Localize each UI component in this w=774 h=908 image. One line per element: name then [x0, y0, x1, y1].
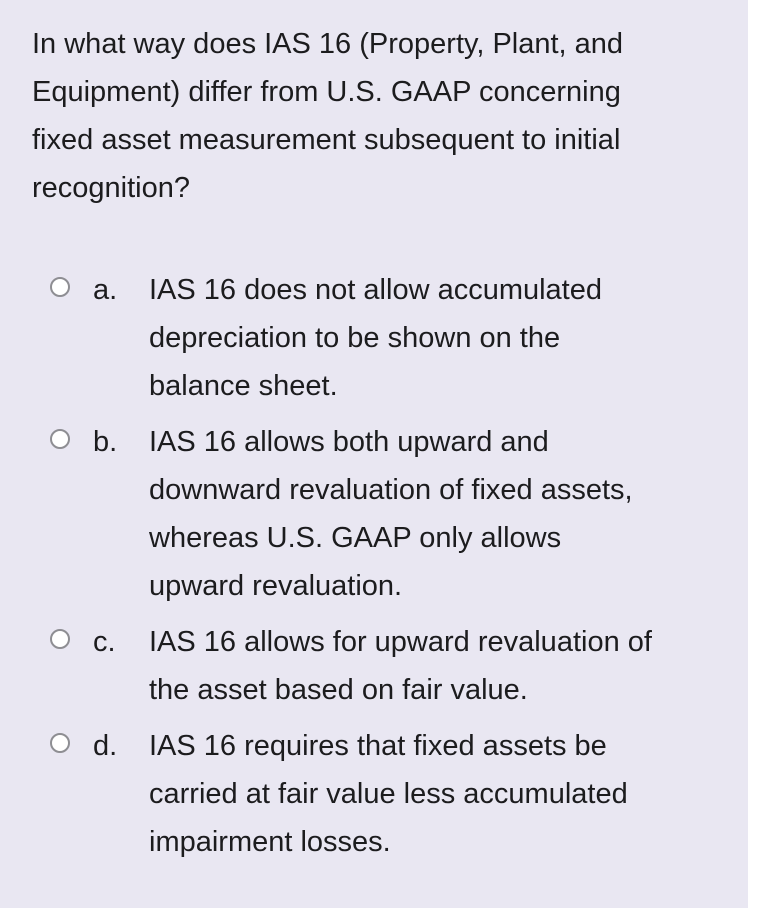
radio-button-c[interactable] [50, 629, 70, 649]
question-line: fixed asset measurement subsequent to initial [32, 124, 621, 156]
question-line: Equipment) differ from U.S. GAAP concerning [32, 76, 621, 108]
option-line: IAS 16 allows both upward and [149, 426, 549, 458]
option-line: impairment losses. [149, 826, 391, 858]
option-letter-d: d. [93, 730, 118, 762]
option-line: carried at fair value less accumulated [149, 778, 628, 810]
answer-options [0, 266, 748, 874]
option-d-text [149, 722, 748, 866]
option-letter-c: c. [93, 626, 116, 658]
option-line: IAS 16 allows for upward revaluation of [149, 626, 652, 658]
radio-button-a[interactable] [50, 277, 70, 297]
radio-button-d[interactable] [50, 733, 70, 753]
option-line: depreciation to be shown on the [149, 322, 561, 354]
question-text [32, 20, 712, 212]
option-line: balance sheet. [149, 370, 338, 402]
option-line: IAS 16 requires that fixed assets be [149, 730, 607, 762]
option-c[interactable] [0, 618, 748, 714]
radio-button-b[interactable] [50, 429, 70, 449]
option-line: the asset based on fair value. [149, 674, 528, 706]
question-line: recognition? [32, 172, 190, 204]
option-a[interactable] [0, 266, 748, 410]
option-c-text [149, 618, 748, 714]
option-line: downward revaluation of fixed assets, [149, 474, 633, 506]
question-line: In what way does IAS 16 (Property, Plant, and [32, 28, 624, 60]
option-letter-a: a. [93, 274, 118, 306]
option-d[interactable] [0, 722, 748, 866]
option-b[interactable] [0, 418, 748, 610]
option-a-text [149, 266, 748, 410]
option-line: whereas U.S. GAAP only allows [149, 522, 562, 554]
option-letter-b: b. [93, 426, 118, 458]
option-line: upward revaluation. [149, 570, 403, 602]
option-b-text [149, 418, 748, 610]
option-line: IAS 16 does not allow accumulated [149, 274, 602, 306]
